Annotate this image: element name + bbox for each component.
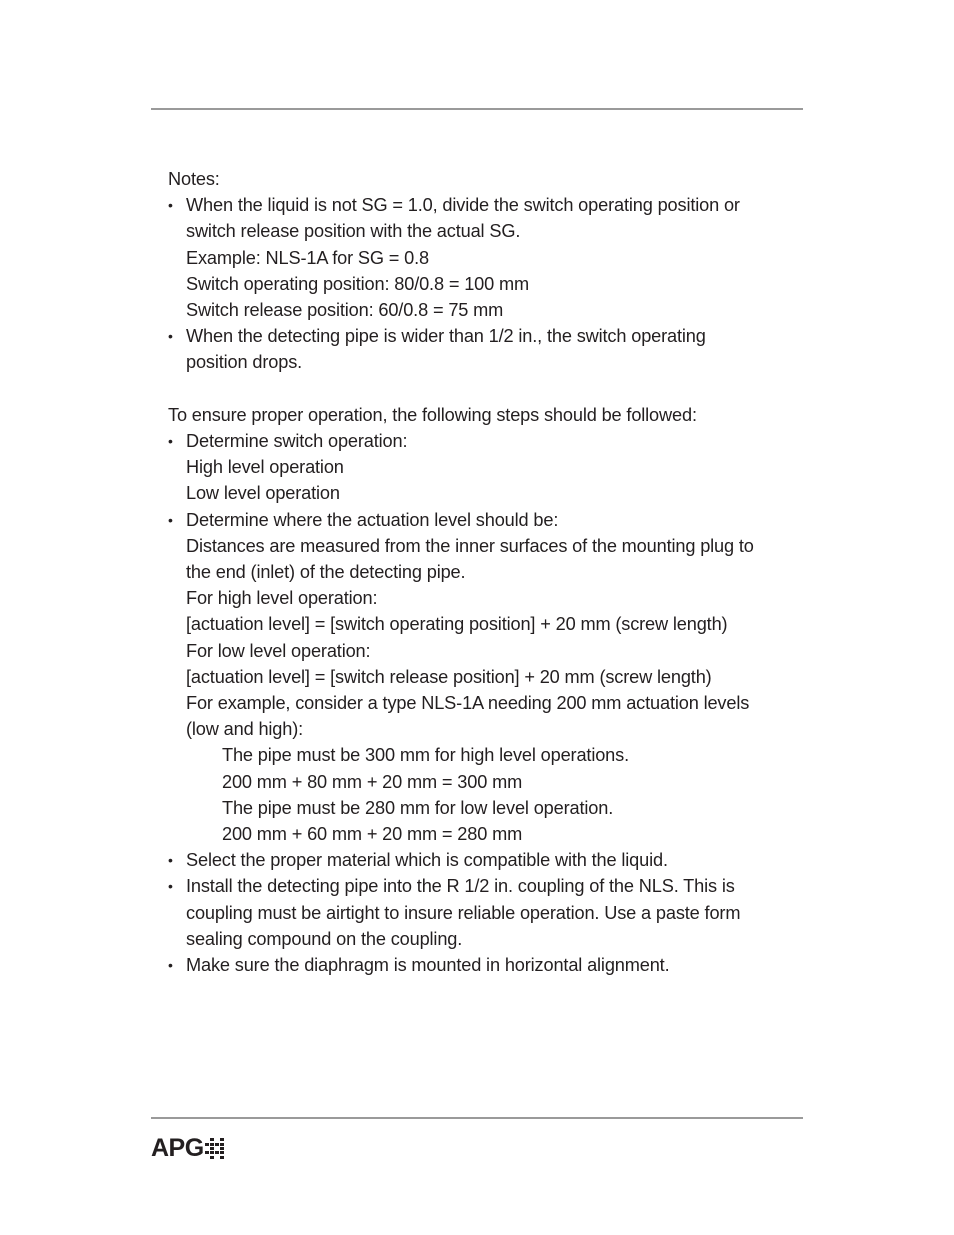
- page-body: [168, 166, 808, 978]
- notes-bullet-sg-line: Example: NLS-1A for SG = 0.8: [186, 247, 429, 268]
- logo-text: APG: [151, 1134, 204, 1162]
- steps-intro: To ensure proper operation, the following steps should be followed:: [168, 404, 697, 425]
- notes-bullet-sg: [168, 192, 808, 323]
- notes-bullet-sg-line: switch release position with the actual SG.: [186, 221, 521, 242]
- steps-bullet-line: (low and high):: [186, 719, 304, 740]
- logo-grid-icon: [205, 1138, 225, 1159]
- steps-bullet-line: For example, consider a type NLS-1A needing 200 mm actuation levels: [186, 693, 750, 714]
- steps-bullet-line: • Select the proper material which is compatible with the liquid.: [186, 850, 668, 871]
- steps-bullet-actuation-level: [168, 507, 808, 848]
- notes-bullet-pipe-width-line: position drops.: [186, 352, 303, 373]
- steps-bullet-line: • Determine switch operation:: [186, 431, 408, 452]
- notes-bullet-pipe-width-line: • When the detecting pipe is wider than 1/2 in., the switch operating: [186, 326, 706, 347]
- steps-bullet-install-pipe: [168, 873, 808, 952]
- notes-heading: Notes:: [168, 169, 220, 189]
- notes-bullet-sg-line: Switch operating position: 80/0.8 = 100 mm: [186, 273, 530, 294]
- steps-bullet-line: For low level operation:: [186, 640, 371, 661]
- steps-bullet-line: • Install the detecting pipe into the R 1/2 in. coupling of the NLS. This is: [186, 876, 735, 897]
- example-line: The pipe must be 280 mm for low level operation.: [222, 797, 614, 818]
- steps-bullet-line: the end (inlet) of the detecting pipe.: [186, 562, 466, 583]
- steps-bullet-line: [actuation level] = [switch release position] + 20 mm (screw length): [186, 666, 712, 687]
- header-rule: [151, 108, 803, 110]
- steps-bullet-material: [168, 847, 808, 873]
- steps-bullet-line: Low level operation: [186, 483, 340, 504]
- steps-bullet-line: [actuation level] = [switch operating position] + 20 mm (screw length): [186, 614, 728, 635]
- steps-bullet-line: High level operation: [186, 457, 344, 478]
- steps-bullet-line: coupling must be airtight to insure reliable operation. Use a paste form: [186, 902, 741, 923]
- example-line: 200 mm + 80 mm + 20 mm = 300 mm: [222, 771, 523, 792]
- steps-bullet-line: • Determine where the actuation level should be:: [186, 509, 559, 530]
- footer-rule: [151, 1117, 803, 1119]
- apg-logo: [151, 1135, 224, 1161]
- steps-bullet-switch-operation: [168, 428, 808, 507]
- notes-bullet-sg-line: • When the liquid is not SG = 1.0, divide the switch operating position or: [186, 195, 740, 216]
- notes-bullet-pipe-width: [168, 323, 808, 375]
- paragraph-gap: [168, 376, 808, 402]
- steps-bullet-line: sealing compound on the coupling.: [186, 928, 463, 949]
- steps-bullet-line: For high level operation:: [186, 588, 378, 609]
- steps-bullet-line: • Make sure the diaphragm is mounted in horizontal alignment.: [186, 955, 670, 976]
- example-line: The pipe must be 300 mm for high level operations.: [222, 745, 629, 766]
- steps-bullet-line: Distances are measured from the inner surfaces of the mounting plug to: [186, 535, 754, 556]
- notes-bullet-sg-line: Switch release position: 60/0.8 = 75 mm: [186, 300, 504, 321]
- example-line: 200 mm + 60 mm + 20 mm = 280 mm: [222, 824, 523, 845]
- steps-bullet-diaphragm: [168, 952, 808, 978]
